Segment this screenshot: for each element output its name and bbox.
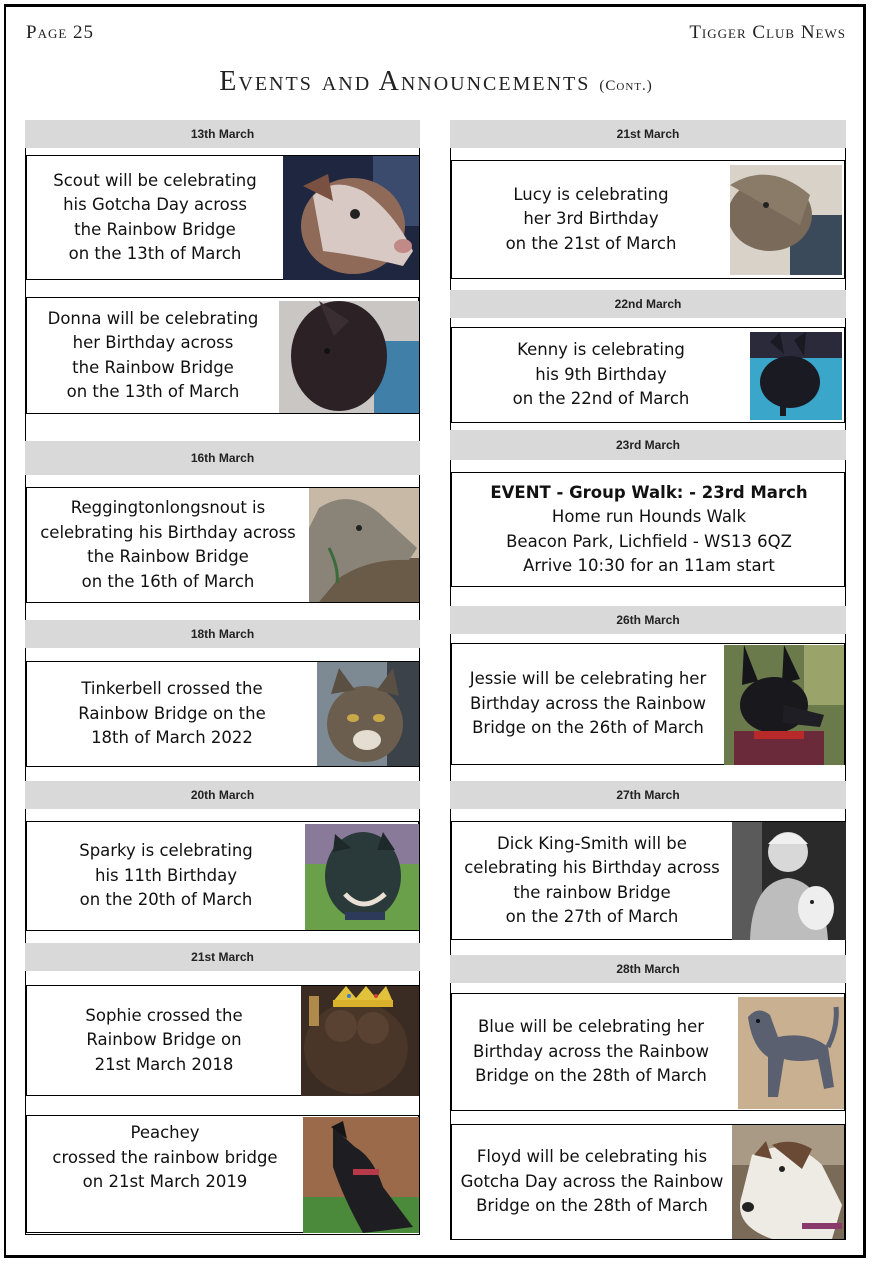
dog-photo-floyd xyxy=(732,1125,844,1239)
announcement-card-scout xyxy=(26,155,419,280)
page-title-text: Events and Announcements xyxy=(219,66,591,97)
event-text xyxy=(452,473,846,586)
announcement-text: Reggingtonlongsnout is celebrating his Birthday across the Rainbow Bridge on the 16th of March xyxy=(40,498,296,591)
announcement-card-floyd xyxy=(451,1124,845,1240)
date-bar-21st-march-right: 21st March xyxy=(450,120,846,148)
date-bar-23rd-march: 23rd March xyxy=(450,430,846,460)
person-photo-dick-king-smith xyxy=(732,822,846,940)
dog-photo-scout xyxy=(283,156,419,280)
date-bar-18th-march: 18th March xyxy=(25,620,420,648)
page-title xyxy=(0,66,872,98)
date-bar-16th-march: 16th March xyxy=(25,441,420,475)
event-heading: EVENT - Group Walk: - 23rd March xyxy=(490,482,808,502)
date-bar-20th-march: 20th March xyxy=(25,781,420,809)
announcement-text: Scout will be celebrating his Gotcha Day across the Rainbow Bridge on the 13th of March xyxy=(53,170,257,263)
announcement-text: Jessie will be celebrating her Birthday across the Rainbow Bridge on the 26th of March xyxy=(469,669,707,738)
date-bar-21st-march-left: 21st March xyxy=(25,943,420,971)
event-card-group-walk xyxy=(451,472,845,587)
announcement-text: Blue will be celebrating her Birthday across the Rainbow Bridge on the 28th of March xyxy=(473,1017,709,1086)
date-bar-13th-march: 13th March xyxy=(25,120,420,148)
page-number: Page 25 xyxy=(26,22,95,43)
dog-photo-jessie xyxy=(724,645,844,765)
date-bar-27th-march: 27th March xyxy=(450,781,846,809)
announcement-text: Sparky is celebrating his 11th Birthday on the 20th of March xyxy=(79,841,253,910)
announcement-card-peachey xyxy=(26,1115,419,1233)
dog-photo-lucy xyxy=(730,165,842,275)
date-bar-28th-march: 28th March xyxy=(450,955,846,983)
newsletter-name: Tigger Club News xyxy=(689,22,846,43)
cat-photo-tinkerbell xyxy=(317,662,419,766)
announcement-text: Donna will be celebrating her Birthday across the Rainbow Bridge on the 13th of March xyxy=(47,308,259,401)
announcement-card-tinkerbell xyxy=(26,661,419,767)
dog-photo-donna xyxy=(279,301,419,413)
announcement-card-sophie xyxy=(26,985,419,1096)
announcement-text: Kenny is celebrating his 9th Birthday on the 22nd of March xyxy=(512,340,690,409)
event-details: Home run Hounds Walk Beacon Park, Lichfield - WS13 6QZ Arrive 10:30 for an 11am start xyxy=(506,507,792,575)
dog-photo-sparky xyxy=(305,824,419,930)
announcement-text: Floyd will be celebrating his Gotcha Day across the Rainbow Bridge on the 28th of March xyxy=(460,1147,724,1216)
date-bar-22nd-march: 22nd March xyxy=(450,290,846,318)
announcement-card-dick-king-smith xyxy=(451,821,845,940)
announcement-text: Dick King-Smith will be celebrating his Birthday across the rainbow Bridge on the 27th of March xyxy=(464,833,720,926)
date-bar-26th-march: 26th March xyxy=(450,606,846,634)
announcement-card-reggington xyxy=(26,487,419,603)
announcement-card-donna xyxy=(26,297,419,414)
dog-photo-blue xyxy=(738,997,844,1109)
dog-photo-kenny xyxy=(750,332,842,420)
page-title-suffix: (Cont.) xyxy=(599,78,653,94)
announcement-text: Peachey crossed the rainbow bridge on 21st March 2019 xyxy=(52,1123,278,1191)
announcement-text: Lucy is celebrating her 3rd Birthday on the 21st of March xyxy=(505,184,677,253)
announcement-card-jessie xyxy=(451,643,845,765)
dog-photo-sophie xyxy=(301,986,419,1096)
announcement-card-lucy xyxy=(451,160,845,279)
announcement-text: Tinkerbell crossed the Rainbow Bridge on the 18th of March 2022 xyxy=(78,679,266,748)
announcement-text: Sophie crossed the Rainbow Bridge on 21st March 2018 xyxy=(85,1005,243,1074)
announcement-card-kenny xyxy=(451,327,845,423)
announcement-card-blue xyxy=(451,993,845,1111)
dog-photo-peachey xyxy=(303,1117,419,1233)
announcement-card-sparky xyxy=(26,821,419,931)
dog-photo-reggington xyxy=(309,488,419,602)
